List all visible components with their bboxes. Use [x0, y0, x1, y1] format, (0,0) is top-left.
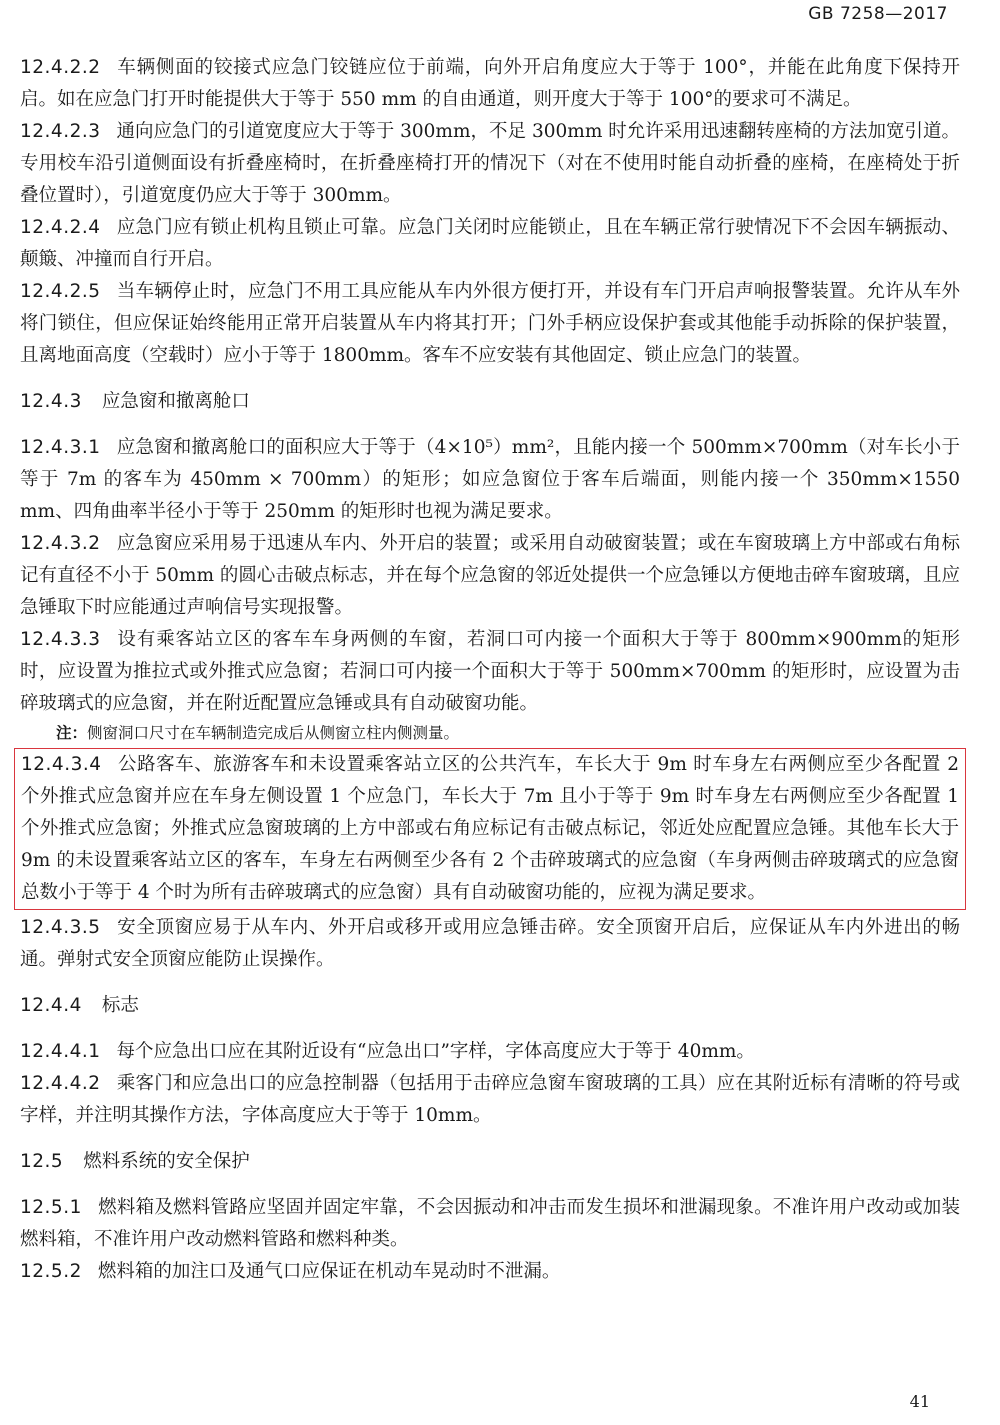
clause-text: 设有乘客站立区的客车车身两侧的车窗，若洞口可内接一个面积大于等于 800mm×900mm的矩形时，应设置为推拉式或外推式应急窗；若洞口可内接一个面积大于等于 500mm×700mm 的矩形时，应设置为击碎玻璃式的应急窗，并在附近配置应急锤或具有自动破窗功能。 — [20, 629, 960, 714]
clause-12-4-4-2 — [20, 1068, 960, 1132]
clause-12-5-2 — [20, 1256, 960, 1288]
section-title: 燃料系统的安全保护 — [83, 1151, 250, 1172]
clause-12-4-2-2 — [20, 52, 960, 116]
clause-12-4-3-5 — [20, 912, 960, 976]
note-label: 注： — [56, 723, 88, 742]
section-heading-12-4-4 — [20, 990, 960, 1022]
note-text: 侧窗洞口尺寸在车辆制造完成后从侧窗立柱内侧测量。 — [87, 724, 460, 742]
section-number: 12.4.3 — [20, 391, 82, 412]
clause-12-4-3-1 — [20, 432, 960, 528]
clause-text: 应急门应有锁止机构且锁止可靠。应急门关闭时应能锁止，且在车辆正常行驶情况下不会因车辆振动、颠簸、冲撞而自行开启。 — [20, 217, 960, 270]
clause-12-4-2-5 — [20, 276, 960, 372]
clause-number: 12.4.4.1 — [20, 1041, 101, 1062]
clause-12-5-1 — [20, 1192, 960, 1256]
clause-text: 燃料箱及燃料管路应坚固并固定牢靠，不会因振动和冲击而发生损坏和泄漏现象。不准许用户改动或加装燃料箱，不准许用户改动燃料管路和燃料种类。 — [20, 1197, 960, 1250]
clause-text: 当车辆停止时，应急门不用工具应能从车内外很方便打开，并设有车门开启声响报警装置。允许从车外将门锁住，但应保证始终能用正常开启装置从车内将其打开；门外手柄应设保护套或其他能手动拆除的保护装置，且离地面高度（空载时）应小于等于 1800mm。客车不应安装有其他固定、锁止应急门的装置。 — [20, 281, 960, 366]
section-heading-12-5 — [20, 1146, 960, 1178]
clause-number: 12.5.1 — [20, 1197, 82, 1218]
clause-12-4-2-4 — [20, 212, 960, 276]
clause-number: 12.4.3.2 — [20, 533, 101, 554]
clause-text: 乘客门和应急出口的应急控制器（包括用于击碎应急窗车窗玻璃的工具）应在其附近标有清晰的符号或字样，并注明其操作方法，字体高度应大于等于 10mm。 — [20, 1073, 960, 1126]
clause-number: 12.4.3.3 — [20, 629, 101, 650]
clause-text: 燃料箱的加注口及通气口应保证在机动车晃动时不泄漏。 — [97, 1261, 561, 1282]
section-number: 12.4.4 — [20, 995, 82, 1016]
clause-text: 车辆侧面的铰接式应急门铰链应位于前端，向外开启角度应大于等于 100°，并能在此角度下保持开启。如在应急门打开时能提供大于等于 550 mm 的自由通道，则开度大于等于 100°的要求可不满足。 — [20, 57, 960, 110]
clause-12-4-3-4 — [21, 749, 959, 909]
clause-text: 通向应急门的引道宽度应大于等于 300mm，不足 300mm 时允许采用迅速翻转座椅的方法加宽引道。专用校车沿引道侧面设有折叠座椅时，在折叠座椅打开的情况下（对在不使用时能自动折叠的座椅，在座椅处于折叠位置时），引道宽度仍应大于等于 300mm。 — [20, 121, 960, 206]
section-number: 12.5 — [20, 1151, 64, 1172]
page-number: 41 — [909, 1392, 930, 1411]
section-heading-12-4-3 — [20, 386, 960, 418]
clause-number: 12.4.3.5 — [20, 917, 101, 938]
clause-number: 12.4.3.1 — [20, 437, 101, 458]
clause-text: 安全顶窗应易于从车内、外开启或移开或用应急锤击碎。安全顶窗开启后，应保证从车内外进出的畅通。弹射式安全顶窗应能防止误操作。 — [20, 917, 960, 970]
clause-text: 应急窗应采用易于迅速从车内、外开启的装置；或采用自动破窗装置；或在车窗玻璃上方中部或右角标记有直径不小于 50mm 的圆心击破点标志，并在每个应急窗的邻近处提供一个应急锤以方便地击碎车窗玻璃，且应急锤取下时应能通过声响信号实现报警。 — [20, 533, 960, 618]
clause-number: 12.4.2.3 — [20, 121, 101, 142]
document-body — [20, 52, 960, 1288]
section-title: 标志 — [101, 995, 139, 1016]
clause-text: 应急窗和撤离舱口的面积应大于等于（4×10⁵）mm²，且能内接一个 500mm×700mm（对车长小于等于 7m 的客车为 450mm × 700mm）的矩形；如应急窗位于客车后端面，则能内接一个 350mm×1550 mm、四角曲率半径小于等于 250mm 的矩形时也视为满足要求。 — [20, 437, 960, 522]
highlighted-clause-box — [14, 748, 966, 910]
clause-number: 12.4.2.5 — [20, 281, 101, 302]
clause-number: 12.4.4.2 — [20, 1073, 101, 1094]
clause-12-4-2-3 — [20, 116, 960, 212]
section-title: 应急窗和撤离舱口 — [101, 391, 250, 412]
clause-12-4-3-2 — [20, 528, 960, 624]
note — [56, 720, 960, 746]
clause-number: 12.4.2.2 — [20, 57, 101, 78]
clause-12-4-3-3 — [20, 624, 960, 720]
clause-12-4-4-1 — [20, 1036, 960, 1068]
clause-number: 12.4.2.4 — [20, 217, 101, 238]
standard-code-header: GB 7258—2017 — [808, 4, 948, 24]
clause-number: 12.4.3.4 — [21, 754, 102, 775]
clause-text: 公路客车、旅游客车和未设置乘客站立区的公共汽车，车长大于 9m 时车身左右两侧应至少各配置 2 个外推式应急窗并应在车身左侧设置 1 个应急门，车长大于 7m 且小于等于 9m 时车身左右两侧应至少各配置 1 个外推式应急窗；外推式应急窗玻璃的上方中部或右角应标记有击破点标记，邻近处应配置应急锤。其他车长大于 9m 的未设置乘客站立区的客车，车身左右两侧至少各有 2 个击碎玻璃式的应急窗（车身两侧击碎玻璃式的应急窗总数小于等于 4 个时为所有击碎玻璃式的应急窗）具有自动破窗功能的，应视为满足要求。 — [21, 754, 959, 903]
clause-text: 每个应急出口应在其附近设有“应急出口”字样，字体高度应大于等于 40mm。 — [116, 1041, 755, 1062]
clause-number: 12.5.2 — [20, 1261, 82, 1282]
